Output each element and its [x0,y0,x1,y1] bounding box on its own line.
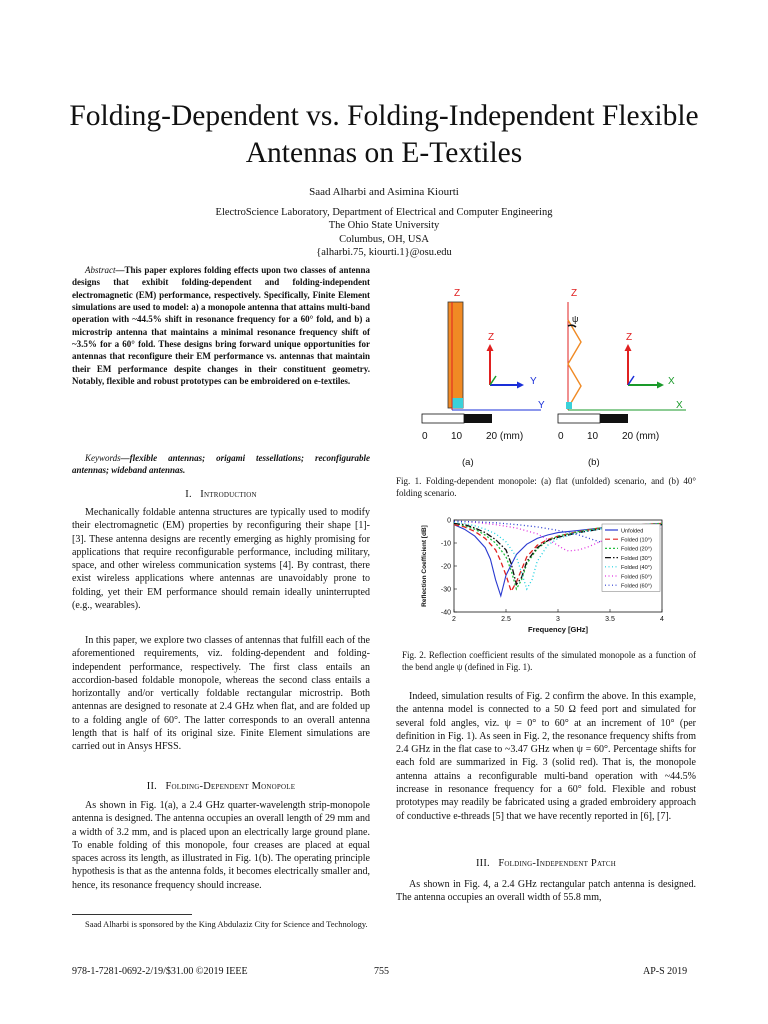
scale-bar-light [558,414,600,423]
figure-1 [396,280,696,470]
paper-title [40,98,728,172]
footer-copyright: 978-1-7281-0692-2/19/$31.00 ©2019 IEEE [72,966,248,977]
paper-title-line-1: Folding-Dependent vs. Folding-Independent Flexible [69,100,699,132]
triad-y-arrowhead [517,382,524,389]
scale-bar-light [422,414,464,423]
affiliation-line: Columbus, OH, USA [339,233,429,245]
figure-1a-diagram [422,288,545,468]
folded-monopole-strip [568,320,581,408]
section-title: Folding-Dependent Monopole [165,781,296,792]
triad-label-y: Y [530,376,537,387]
psi-label: ψ [572,314,579,324]
feed-port [566,402,572,409]
keywords [72,452,370,477]
affiliation-line: ElectroScience Laboratory, Department of Electrical and Computer Engineering [215,207,553,218]
scale-tick-10: 10 [587,431,599,442]
scale-tick-20: 20 (mm) [486,431,524,442]
y-tick-label: -20 [440,563,451,571]
scale-tick-10: 10 [451,431,463,442]
triad-z-arrowhead [625,344,632,351]
footer-page-number: 755 [374,966,389,977]
scale-bar-dark [464,414,492,423]
x-tick-label: 2 [452,616,456,623]
figure-1-caption: Fig. 1. Folding-dependent monopole: (a) flat (unfolded) scenario, and (b) 40° folding scenario. [396,476,696,498]
x-axis-label: Frequency [GHz] [527,625,589,634]
figure-1a-label: (a) [462,457,474,468]
triad-x-arrowhead [657,382,664,389]
legend-entry: Unfolded [621,528,644,535]
y-tick-label: -40 [440,609,451,617]
patch-paragraph-1: As shown in Fig. 4, a 2.4 GHz rectangular patch antenna is designed. The antenna occupies an overall width of 55.8 mm, [396,879,696,904]
intro-paragraph-2: In this paper, we explore two classes of antennas that fulfill each of the aforementioned requirements, viz. folding-dependent and folding-independent performance, respectively. The first class entails an accordion-based foldable monopole, whereas the second class entails a horizontally and/or vertically foldable rectangular microstrip. Both antennas are designed to resonate at 2.4 GHz when flat, and are folded up to a folding angle of 60°. The latter corresponds to an overall antenna length that is half of its original size. Finite Element simulations are carried out in Ansys HFSS. [72,635,370,753]
x-tick-label: 3.5 [605,616,615,623]
section-title: Introduction [200,489,257,500]
triad-z-arrowhead [487,344,494,351]
affiliation-line: {alharbi.75, kiourti.1}@osu.edu [316,246,452,258]
abstract-label: Abstract [85,265,116,275]
scale-bar-dark [600,414,628,423]
triad-label-x: X [668,376,675,387]
footnote: Saad Alharbi is sponsored by the King Abdulaziz City for Science and Technology. [85,919,368,929]
legend-entry: Folded (10°) [621,537,652,544]
footnote-rule [72,914,192,915]
paper-affiliation [40,206,728,259]
figure-2-chart [418,512,678,642]
axis-label-y: Y [538,400,545,411]
legend-entry: Folded (20°) [621,546,652,553]
flat-monopole-strip [448,302,463,408]
keywords-label: Keywords [85,453,121,463]
x-tick-label: 3 [556,616,560,623]
section-heading-introduction [72,489,370,500]
y-tick-label: 0 [447,517,451,525]
x-tick-label: 4 [660,616,664,623]
affiliation-line: The Ohio State University [328,220,440,232]
axis-label-x: X [676,400,683,411]
intro-paragraph-1: Mechanically foldable antenna structures are typically used to modify their electromagnetic (EM) properties by reconfiguring their shape [1]-[3]. These antenna designs are recently emerging as highly promising for applications that require reconfigurable performance, including military, space, and other wireless communication systems [4]. By contrast, there exist wireless applications where antennas are unavoidably prone to folding, yet their EM performance should remain ideally uninterrupted (e.g., wearables). [72,507,370,612]
scale-tick-0: 0 [422,431,428,442]
abstract [72,264,370,387]
feed-port [452,398,463,408]
y-tick-label: -10 [440,540,451,548]
y-axis-label: Reflection Coefficient [dB] [421,525,428,607]
triad-label-z: Z [626,332,633,343]
section-title: Folding-Independent Patch [498,858,617,869]
axis-label-z: Z [454,288,461,299]
legend-entry: Folded (60°) [621,583,652,590]
section-number: II. [146,781,157,792]
paper-authors: Saad Alharbi and Asimina Kiourti [309,186,459,198]
figure-1b-label: (b) [588,457,600,468]
chart-plot-area [421,518,664,635]
section-number: I. [185,489,192,500]
keywords-text: —flexible antennas; origami tessellations; reconfigurable antennas; wideband antennas. [72,453,370,476]
section-heading-patch [396,858,696,869]
section-number: III. [475,858,490,869]
abstract-text: —This paper explores folding effects upon two classes of antenna designs that exhibit folding-dependent and folding-independent electromagnetic (EM) performance, respectively. Specifically, Finite Element simulations are used to model: a) a monopole antenna that attains multi-band operation with ~44.5% shift in resonance frequency for a 60° fold, and b) a microstrip antenna that maintains a minimal resonance frequency shift of ~3.5% for a 60° fold. These designs bring forward unique opportunities for antennas that reconfigure their EM performance vs. antennas that maintain their EM performance despite changes in their constituent geometry. Notably, flexible and robust prototypes can be embroidered on e-textiles. [72,265,370,387]
axis-label-z: Z [571,288,578,299]
figure-1b-diagram [558,288,686,468]
paper-title-line-2: Antennas on E-Textiles [245,137,523,169]
monopole-paragraph-1: As shown in Fig. 1(a), a 2.4 GHz quarter-wavelength strip-monopole antenna is designed. The antenna occupies an overall length of 29 mm and a width of 3.2 mm, and is placed upon an electrically large ground plane. To enable folding of this monopole, four creases are placed at equal spaces across its length, as illustrated in Fig. 1(b). The operating principle hypothesis is that as the antenna folds, it becomes electrically smaller and, hence, its resonance frequency should increase. [72,800,370,891]
figure-2-caption: Fig. 2. Reflection coefficient results of the simulated monopole as a function of the bend angle ψ (defined in Fig. 1). [402,650,696,672]
footer-conference: AP-S 2019 [643,966,688,977]
scale-tick-20: 20 (mm) [622,431,660,442]
y-tick-label: -30 [440,586,451,594]
legend-entry: Folded (30°) [621,555,652,562]
legend-entry: Folded (50°) [621,574,652,581]
section-heading-monopole [72,781,370,792]
legend-entry: Folded (40°) [621,565,652,572]
results-paragraph: Indeed, simulation results of Fig. 2 confirm the above. In this example, the antenna model is connected to a 50 Ω feed port and simulated for several fold angles, viz. ψ = 0° to 60° at an increment of 10° (per definition in Fig. 1). As seen in Fig. 2, the resonance frequency shifts from 2.4 GHz in the flat case to ~3.47 GHz when ψ = 60°. Percentage shifts for each fold are summarized in Fig. 3 (solid red). That is, the monopole antenna attains a reconfigurable multi-band operation with ~44.5% increase in resonance frequency for a 60° fold. Flexible and robust prototypes may readily be fabricated using a graded embroidery approach of conductive e-threads [5] that we have recently reported in [6], [7]. [396,691,696,822]
x-tick-label: 2.5 [501,616,511,623]
scale-tick-0: 0 [558,431,564,442]
triad-label-z: Z [488,332,495,343]
